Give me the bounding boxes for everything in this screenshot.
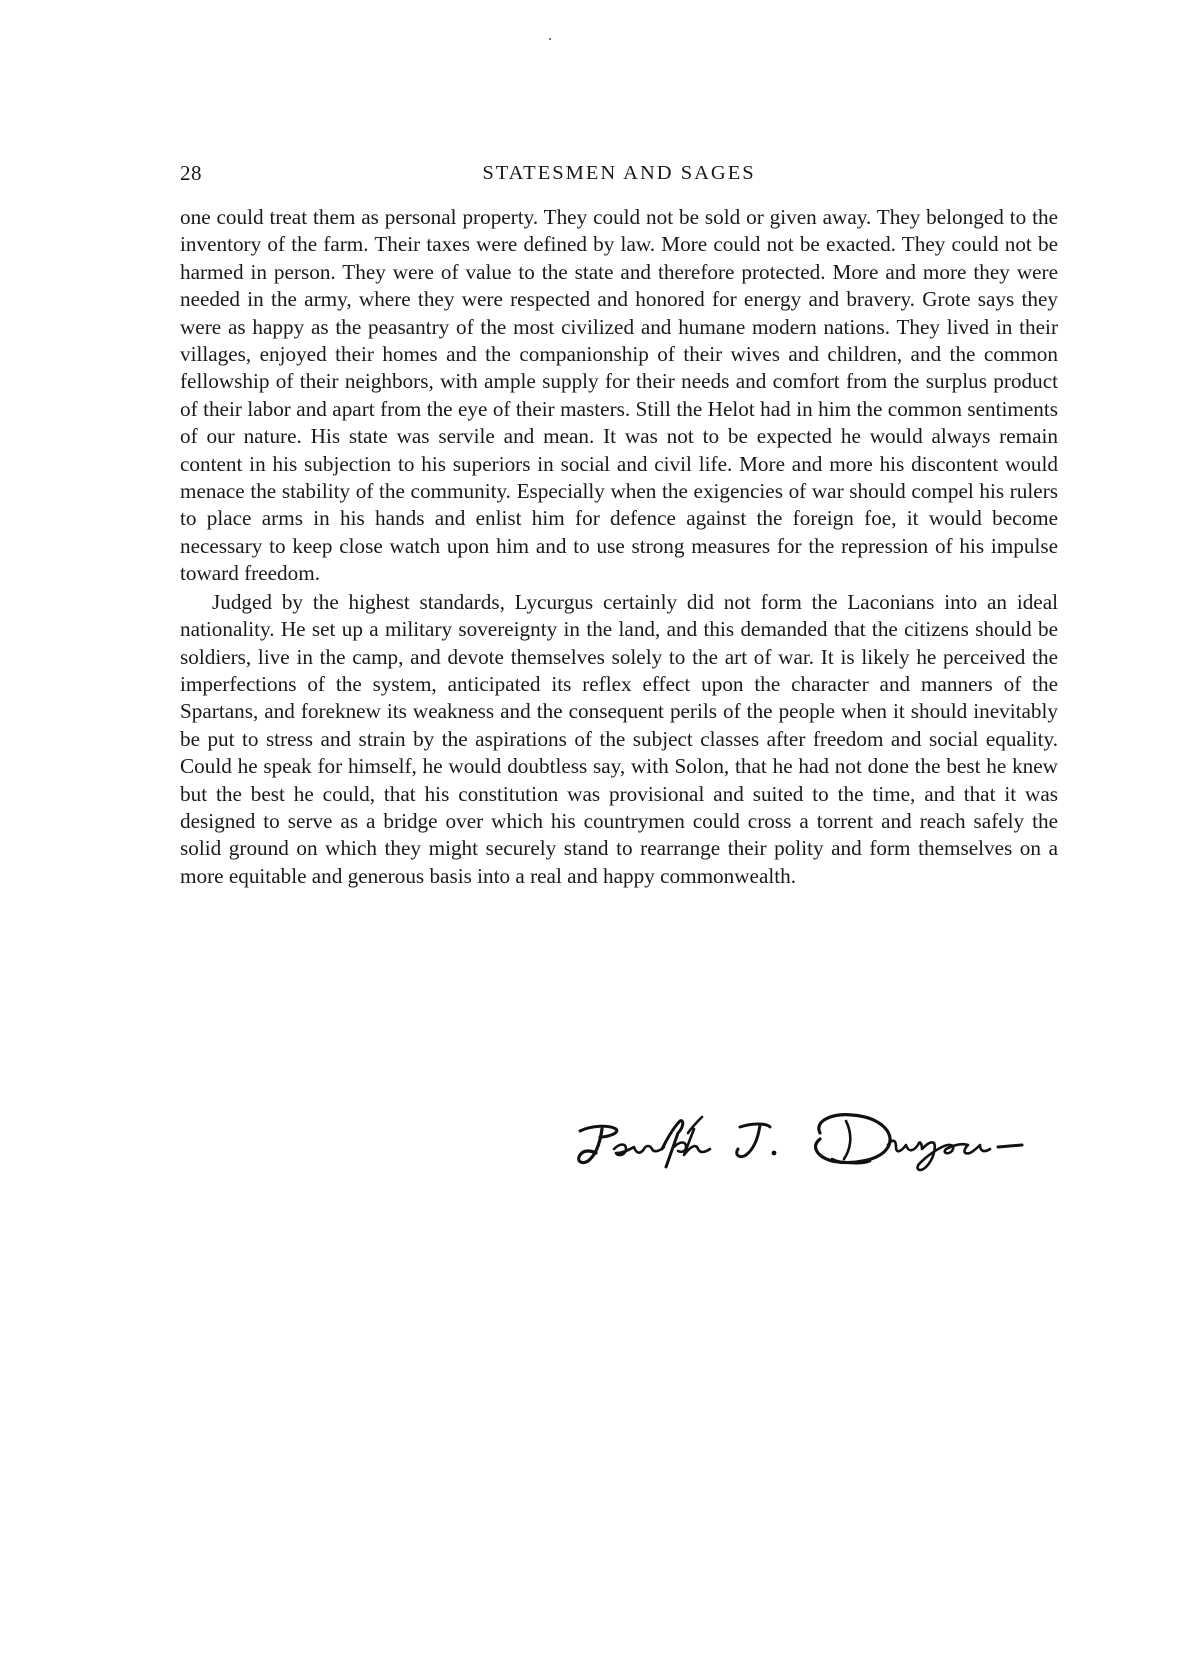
paragraph-2: Judged by the highest standards, Lycurgus certainly did not form the Laconians into an ideal nationality. He set up a military sovereignty in the land, and this demanded that the citizens should be soldiers, live in the camp, and devote themselves solely to the art of war. It is likely he perceived the imperfections of the system, anticipated its reflex effect upon the character and manners of the Spartans, and foreknew its weakness and the consequent perils of the people when it should inevitably be put to stress and strain by the aspirations of the subject classes after freedom and social equality. Could he speak for himself, he would doubtless say, with Solon, that he had not done the best he knew but the best he could, that his constitution was provisional and suited to the time, and that it was designed to serve as a bridge over which his countrymen could cross a torrent and reach safely the solid ground on which they might securely stand to rearrange their polity and form themselves on a more equitable and generous basis into a real and happy commonwealth.: [180, 589, 1058, 888]
scan-speck: [549, 38, 551, 40]
running-title: STATESMEN AND SAGES: [482, 162, 756, 184]
handwritten-signature: [570, 1103, 1050, 1183]
paragraph-1: one could treat them as personal property. They could not be sold or given away. They belonged to the inventory of the farm. Their taxes were defined by law. More could not be exacted. They could not be harmed in person. They were of value to the state and therefore protected. More and more they were needed in the army, where they were respected and honored for energy and bravery. Grote says they were as happy as the peasantry of the most civilized and humane modern nations. They lived in their villages, enjoyed their homes and the companionship of their wives and children, and the common fellowship of their neighbors, with ample supply for their needs and comfort from the surplus product of their labor and apart from the eye of their masters. Still the Helot had in him the common sentiments of our nature. His state was servile and mean. It was not to be expected he would always remain content in his subjection to his superiors in social and civil life. More and more his discontent would menace the stability of the community. Especially when the exigencies of war should compel his rulers to place arms in his hands and enlist him for defence against the foreign foe, it would become necessary to keep close watch upon him and to use strong measures for the repression of his impulse toward freedom.: [180, 205, 1058, 586]
body-text: [180, 204, 1058, 890]
signature-drawing: [570, 1103, 1050, 1183]
page-number: 28: [180, 161, 202, 185]
running-head: [180, 158, 1058, 188]
